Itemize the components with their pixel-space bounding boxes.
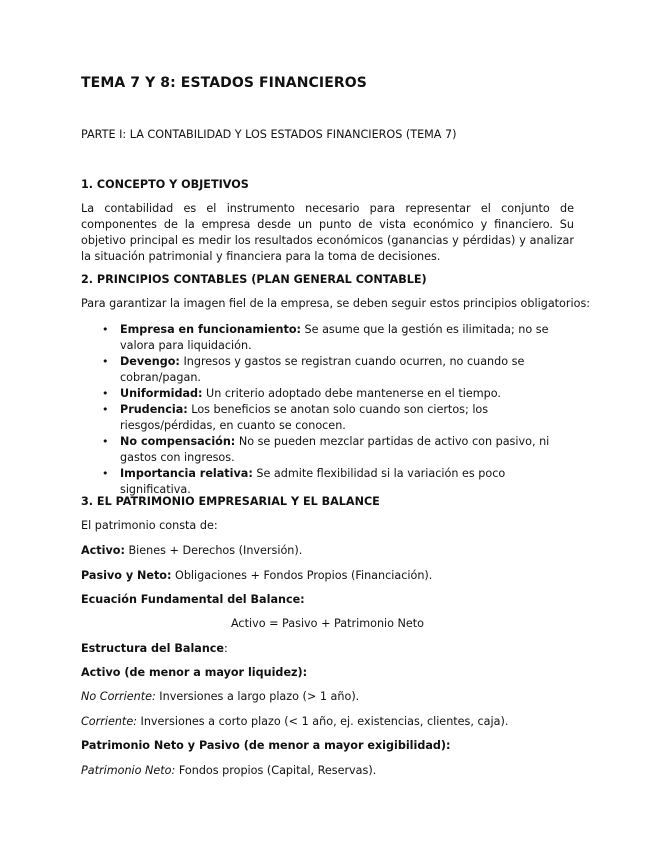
pn-heading: Patrimonio Neto y Pasivo (de menor a mayor exigibilidad): (81, 739, 451, 752)
list-item (81, 386, 574, 402)
principle-text: Un criterio adoptado debe mantenerse en el tiempo. (202, 387, 501, 400)
estructura-colon: : (224, 642, 228, 655)
principle-term: Prudencia: (120, 403, 188, 416)
estructura-label: Estructura del Balance (81, 642, 225, 655)
principle-text: Se admite flexibilidad si la variación es poco significativa. (120, 467, 506, 496)
activo-label: Activo: (81, 544, 125, 557)
bullet-icon: • (102, 467, 109, 480)
corriente-line (81, 715, 508, 728)
section2-intro: Para garantizar la imagen fiel de la empresa, se deben seguir estos principios obligatorios: (81, 297, 591, 310)
no-corriente-line (81, 690, 359, 703)
list-item (81, 434, 574, 466)
section3-intro: El patrimonio consta de: (81, 519, 218, 532)
principle-text: Los beneficios se anotan solo cuando son ciertos; los riesgos/pérdidas, en cuanto se conocen. (120, 403, 489, 432)
pn-line (81, 764, 376, 777)
part-heading: PARTE I: LA CONTABILIDAD Y LOS ESTADOS FINANCIEROS (TEMA 7) (81, 128, 457, 141)
list-item (81, 354, 574, 386)
no-corriente-text: Inversiones a largo plazo (> 1 año). (155, 690, 360, 703)
pasivo-line (81, 569, 432, 582)
principle-text: Se asume que la gestión es ilimitada; no se valora para liquidación. (120, 323, 549, 352)
list-item (81, 466, 574, 498)
principle-term: Uniformidad: (120, 387, 203, 400)
principle-text: Ingresos y gastos se registran cuando ocurren, no cuando se cobran/pagan. (120, 355, 525, 384)
pasivo-text: Obligaciones + Fondos Propios (Financiación). (171, 569, 433, 582)
activo-text: Bienes + Derechos (Inversión). (124, 544, 303, 557)
principle-term: No compensación: (120, 435, 236, 448)
list-item (81, 402, 574, 434)
ecuacion-formula: Activo = Pasivo + Patrimonio Neto (230, 617, 425, 630)
bullet-icon: • (102, 403, 109, 416)
pn-label: Patrimonio Neto: (81, 764, 176, 777)
principle-term: Empresa en funcionamiento: (120, 323, 301, 336)
activo-heading: Activo (de menor a mayor liquidez): (81, 666, 308, 679)
principle-term: Devengo: (120, 355, 180, 368)
bullet-icon: • (102, 435, 109, 448)
list-item (81, 322, 574, 354)
principle-term: Importancia relativa: (120, 467, 253, 480)
no-corriente-label: No Corriente: (81, 690, 156, 703)
ecuacion-heading: Ecuación Fundamental del Balance: (81, 593, 305, 606)
bullet-icon: • (102, 323, 109, 336)
pn-text: Fondos propios (Capital, Reservas). (175, 764, 377, 777)
bullet-icon: • (102, 355, 109, 368)
activo-line (81, 544, 302, 557)
section2-heading: 2. PRINCIPIOS CONTABLES (PLAN GENERAL CONTABLE) (81, 273, 427, 286)
corriente-label: Corriente: (81, 715, 137, 728)
principles-list (81, 322, 574, 498)
estructura-line (81, 642, 228, 655)
section1-paragraph: La contabilidad es el instrumento necesario para representar el conjunto de componentes de la empresa desde un punto de vista económico y financiero. Su objetivo principal es medir los resultados económicos (ganancias y pérdidas) y analizar la situación patrimonial y financiera para la toma de decisiones. (81, 202, 574, 263)
corriente-text: Inversiones a corto plazo (< 1 año, ej. existencias, clientes, caja). (136, 715, 509, 728)
principle-text: No se pueden mezclar partidas de activo con pasivo, ni gastos con ingresos. (120, 435, 550, 464)
section3-heading: 3. EL PATRIMONIO EMPRESARIAL Y EL BALANCE (81, 495, 380, 508)
document-title: TEMA 7 Y 8: ESTADOS FINANCIEROS (81, 75, 367, 91)
bullet-icon: • (102, 387, 109, 400)
pasivo-label: Pasivo y Neto: (81, 569, 172, 582)
section1-heading: 1. CONCEPTO Y OBJETIVOS (81, 178, 249, 191)
